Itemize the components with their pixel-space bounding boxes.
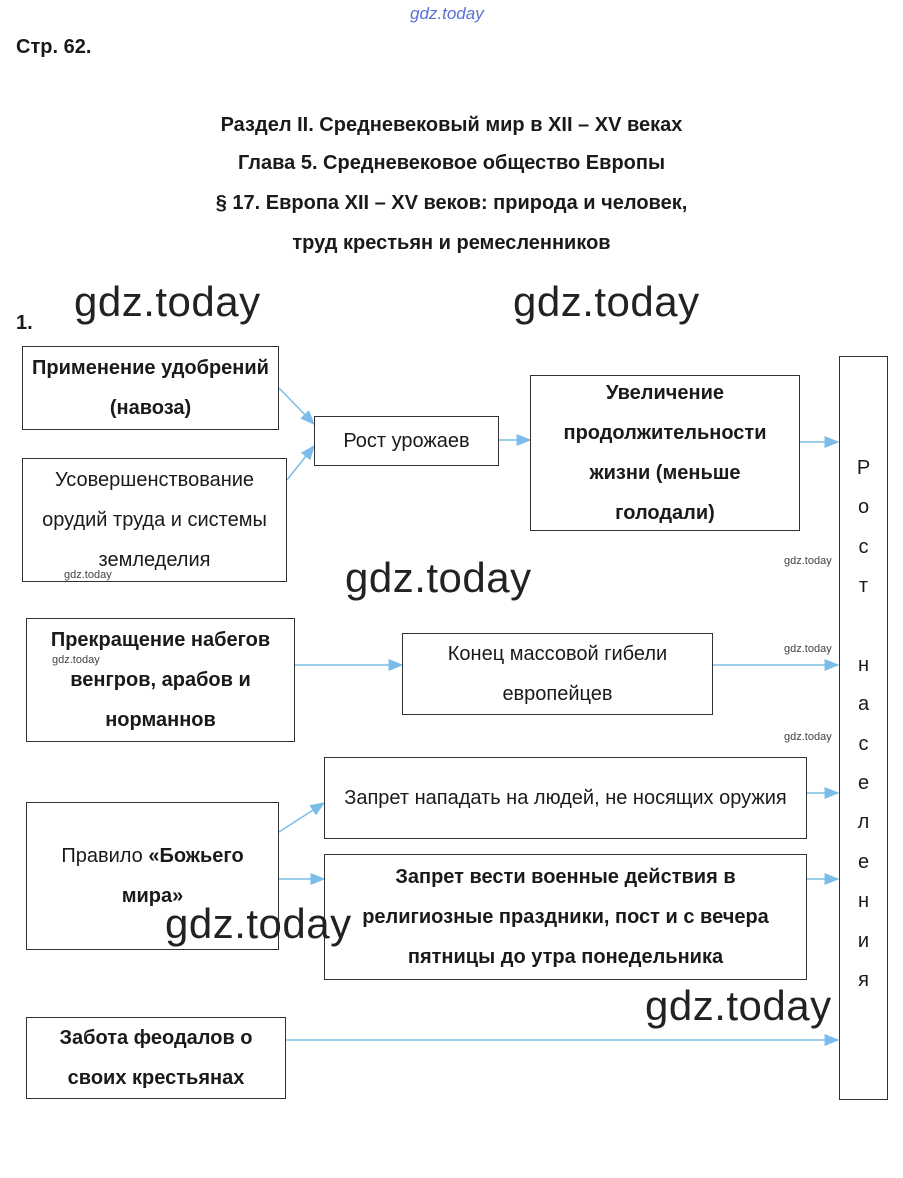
watermark-large: gdz.today: [74, 278, 261, 325]
result-letter: т: [858, 575, 869, 597]
box-ban-unarmed: Запрет нападать на людей, не носящих оружия: [324, 757, 807, 839]
result-letter: с: [858, 536, 869, 558]
watermark-small: gdz.today: [52, 654, 100, 666]
result-letter: а: [857, 693, 870, 715]
result-letter: е: [857, 772, 870, 794]
paragraph-title-continued: труд крестьян и ремесленников: [292, 232, 611, 254]
watermark-small: gdz.today: [64, 569, 112, 581]
section-title: Раздел II. Средневековый мир в XII – XV веках: [220, 114, 683, 136]
task-number: 1.: [16, 312, 33, 334]
box-deaths: Конец массовой гибели европейцев: [402, 633, 713, 715]
watermark-top: gdz.today: [410, 4, 484, 23]
box-feudal-care: Забота феодалов о своих крестьянах: [26, 1017, 286, 1099]
result-letter: н: [857, 654, 870, 676]
watermark-large: gdz.today: [645, 982, 832, 1029]
watermark-small: gdz.today: [784, 643, 832, 655]
box-lifespan: Увеличение продолжительности жизни (меньше голодали): [530, 375, 800, 531]
paragraph-title: § 17. Европа XII – XV веков: природа и человек,: [215, 192, 688, 214]
arrow-fertilizer-to-harvest: [279, 388, 314, 424]
result-letter: н: [857, 890, 870, 912]
box-ban-war: Запрет вести военные действия в религиозные праздники, пост и с вечера пятницы до утра понедельника: [324, 854, 807, 980]
box-tools: Усовершенствование орудий труда и системы земледелия: [22, 458, 287, 582]
result-letter: л: [857, 811, 870, 833]
arrow-tools-to-harvest: [287, 446, 314, 480]
box-population-growth: [839, 356, 888, 1100]
watermark-small: gdz.today: [784, 555, 832, 567]
arrow-rule-to-ban-unarmed: [279, 803, 324, 832]
box-raids: Прекращение набегов венгров, арабов и норманнов: [26, 618, 295, 742]
chapter-title: Глава 5. Средневековое общество Европы: [237, 152, 666, 174]
watermark-large: gdz.today: [513, 278, 700, 325]
result-letter: и: [857, 930, 870, 952]
peace-rule-text: Правило: [61, 845, 149, 867]
result-letter: е: [857, 851, 870, 873]
watermark-large: gdz.today: [165, 900, 352, 947]
watermark-small: gdz.today: [784, 731, 832, 743]
result-letter: я: [858, 969, 869, 991]
result-letter: с: [858, 733, 869, 755]
box-fertilizer: Применение удобрений (навоза): [22, 346, 279, 430]
result-letter: Р: [856, 457, 871, 479]
result-letter: о: [857, 496, 870, 518]
peace-rule-bold-text: «Божьего мира»: [121, 845, 244, 907]
page-number: Стр. 62.: [16, 36, 92, 58]
watermark-large: gdz.today: [345, 554, 532, 601]
box-harvest: Рост урожаев: [314, 416, 499, 466]
